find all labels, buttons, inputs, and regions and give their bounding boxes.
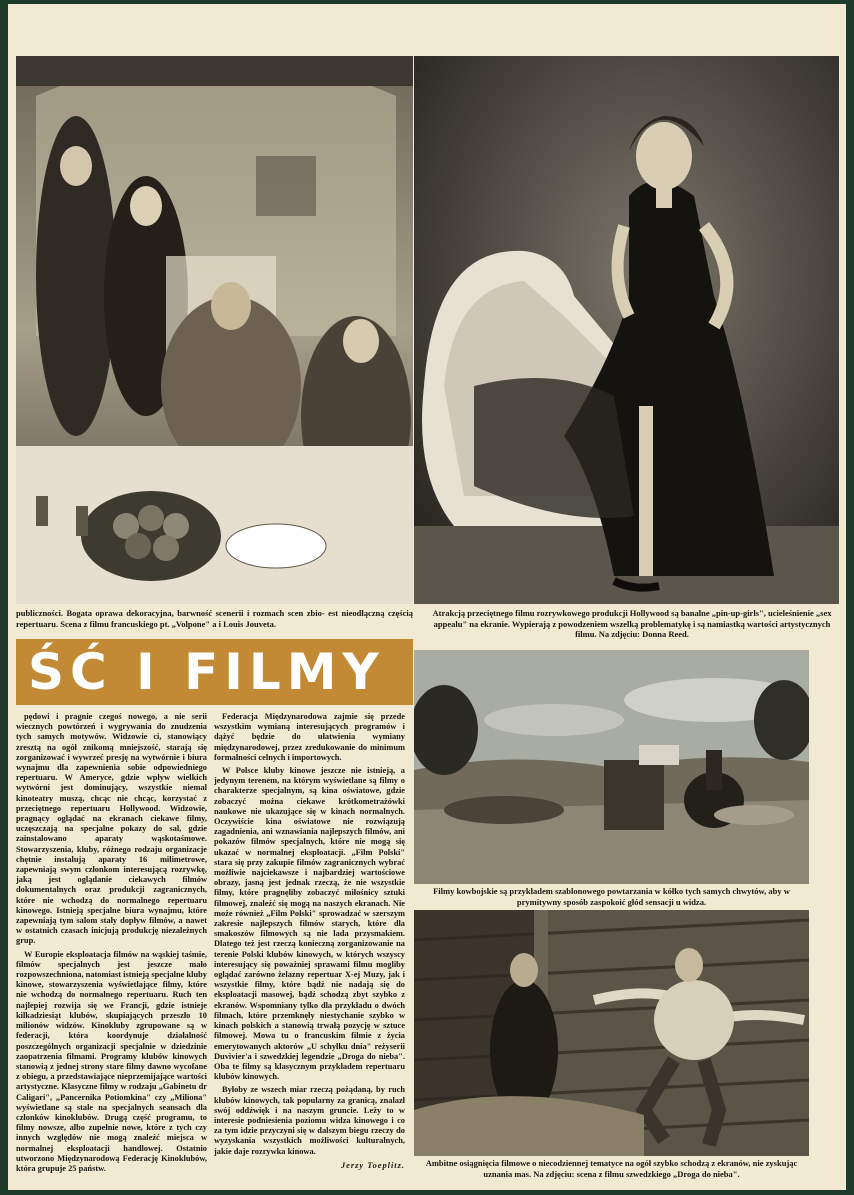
- droga-do-nieba-photo: [414, 910, 809, 1156]
- article-column-1: [16, 712, 207, 1182]
- droga-do-nieba-caption: Ambitne osiągnięcia filmowe o niecodziennej tematyce na ogół szybko schodzą z ekranów, nie zyskując uznania mas. Na zdjęciu: scena z filmu szwedzkiego „Droga do nieba".: [425, 1158, 798, 1179]
- article-paragraph: W Europie eksploatacja filmów na wąskiej taśmie, filmów specjalnych jest jeszcze mało rozpowszechniona, natomiast istnieją specjalne kluby kinowe, stowarzyszenia wyświetlające filmy, które nie wchodzą do normalnego repertuaru. Ruch ten najlepiej rozwija się we Francji, gdzie istnieje kilkadziesiąt klubów, skupiających przeszło 10 milionów widzów. Kinokluby zgrupowane są w federacji, która koordynuje działalność poszczególnych organizacji specjalnie w dziedzinie zaopatrzenia filmami. Programy klubów kinowych stanowią z jednej strony stare filmy dawno wycofane z obiegu, a przedstawiające nieprzemijające wartości artystyczne. Klasyczne filmy w rodzaju „Gabinetu dr Caligari", „Pancernika Potiomkina" czy „Miliona" wyświetlane są stale na specjalnych seansach dla członków kinoklubów. Drugą część programu, to filmy nowsze, albo zupełnie nowe, które z tych czy innych względów nie mogą znaleźć miejsca w normalnej eksploatacji handlowej. Ostatnio utworzono Międzynarodową Federację Kinoklubów, która grupuje 25 państw.: [16, 949, 207, 1173]
- article-paragraph: W Polsce kluby kinowe jeszcze nie istnieją, a jedynym terenem, na którym wyświetlane są filmy o charakterze specjalnym, są kina oświatowe, gdzie zobaczyć można ciekawe krótkometrażówki naukowe nie ukazujące się w kinach normalnych. Oczywiście kina oświatowe nie rozwiązują zagadnienia, ani wznawiania najlepszych filmów, ani pokazów filmów specjalnych, które nie mogą się ukazać w normalnej eksploatacji. „Film Polski" stara się przy zakupie filmów zagranicznych wybrać możliwie najciekawsze i najbardziej wartościowe obrazy, jasną jest jednak rzeczą, że nie wszystkie filmy, które pragnęliby zobaczyć miłośnicy sztuki filmowej, znaleźć się mogą na naszych ekranach. Nie może również „Film Polski" sprowadzać w szerszym zakresie najlepszych filmów starych, które dla smakoszów filmowych są nie lada przysmakiem. Dlatego też jest rzeczą konieczną zorganizowanie na terenie Polski klubów kinowych, w których wszyscy interesujący się poważniej sprawami filmu mogliby oglądać zarówno żelazny repertuar X-ej Muzy, jak i wszystkie filmy, które bądź nie nadają się do eksploatacji masowej, bądź schodzą zbyt szybko z ekranów. Wspomniany tylko dla przykładu o dwóch filmach, które przemknęły niestychanie szybko w kinach polskich a stanowią trwałą pozycję w sztuce filmowej. Mowa tu o francuskim filmie z życia emerytowanych aktorów „U schyłku dnia" reżyserii Duvivier'a i szwedzkiej legendzie „Droga do nieba". Oba te filmy są klasycznym przykładem repertuaru klubów kinowych.: [214, 766, 405, 1082]
- banquet-scene-illustration: [16, 56, 413, 604]
- headline-bar: [16, 639, 413, 705]
- donna-reed-photo: [414, 56, 839, 604]
- article-paragraph: Federacja Międzynarodowa zajmie się przede wszystkim wymianą interesujących programów i dążyć będzie do ułatwienia wymiany międzynarodowej, przez zredukowanie do minimum formalności celnych i importowych.: [214, 712, 405, 762]
- magazine-page: [8, 4, 846, 1190]
- article-paragraph: Byłoby ze wszech miar rzeczą pożądaną, by ruch klubów kinowych, tak popularny za granicą, znalazł swój oddźwięk i na naszym gruncie. Leży to w interesie podniesienia poziomu widza kinowego i co za tym idzie przyczyni się w dalszym biegu rzeczy do wyzyskania wszystkich możliwości kulturalnych, jakie daje rozrywka kinowa.: [214, 1085, 405, 1156]
- author-signature: Jerzy Toeplitz.: [340, 1160, 405, 1170]
- article-paragraph: pędowi i pragnie czegoś nowego, a nie serii wiecznych powtórzeń i wygrywania do znudzenia tych samych motywów. Widzowie ci, stanowiący zresztą na ogół znikomą mniejszość, starają się zorganizować i wywrzeć presję na wytwórnie i biura wynajmu dla zapewnienia sobie odpowiedniego repertuaru. W Ameryce, gdzie wpływ wielkich wytwórni jest dominujący, wszystkie niemal kinoteatry muszą, chcąc nie chcąc, korzystać z przeciętnego repertuaru Hollywood. Widzowie, pragnący oglądać na ekranach ciekawe filmy, uczęszczają na specjalne pokazy do sal, gdzie zainstalowano aparaty wąskotaśmowe. Stowarzyszenia, kluby, różnego rodzaju organizacje chętnie instalują aparaty 16 milimetrowe, zapewniają swym członkom interesującą rozrywkę, jaką jest oglądanie ciekawych filmów dokumentalnych oraz produkcji zagranicznych, które nie wchodzą do normalnego repertuaru kinowego. Istnieją specjalne biura wynajmu, które zapewniają tym salom stały dopływ filmów, a nawet w ostatnich czasach inicjują produkcję niezależnych grup.: [16, 712, 207, 946]
- droga-do-nieba-illustration: [414, 910, 809, 1156]
- cowboys-photo: [414, 650, 809, 884]
- cowboys-illustration: [414, 650, 809, 884]
- banquet-caption: publiczności. Bogata oprawa dekoracyjna, barwność scenerii i rozmach scen zbio- est nieodłączną częścią repertuaru. Scena z filmu francuskiego pt. „Volpone" a i Louis Jouveta.: [16, 608, 413, 629]
- cowboys-caption: Filmy kowbojskie są przykładem szablonowego powtarzania w kółko tych samych chwytów, aby w prymitywny sposób zaspokoić głód sensacji u widza.: [433, 886, 790, 907]
- donna-reed-caption: Atrakcją przeciętnego filmu rozrywkowego produkcji Hollywood są banalne „pin-up-girls", ucieleśnienie „sex appealu" na ekranie. Wypierają z powodzeniem wszelką problematykę i są namiastką wartości artystycznych filmu. Na zdjęciu: Donna Reed.: [432, 608, 832, 639]
- donna-reed-illustration: [414, 56, 839, 604]
- banquet-photo: [16, 56, 413, 604]
- headline: ŚĆ I FILMY: [28, 643, 385, 701]
- article-column-2: [214, 712, 405, 1182]
